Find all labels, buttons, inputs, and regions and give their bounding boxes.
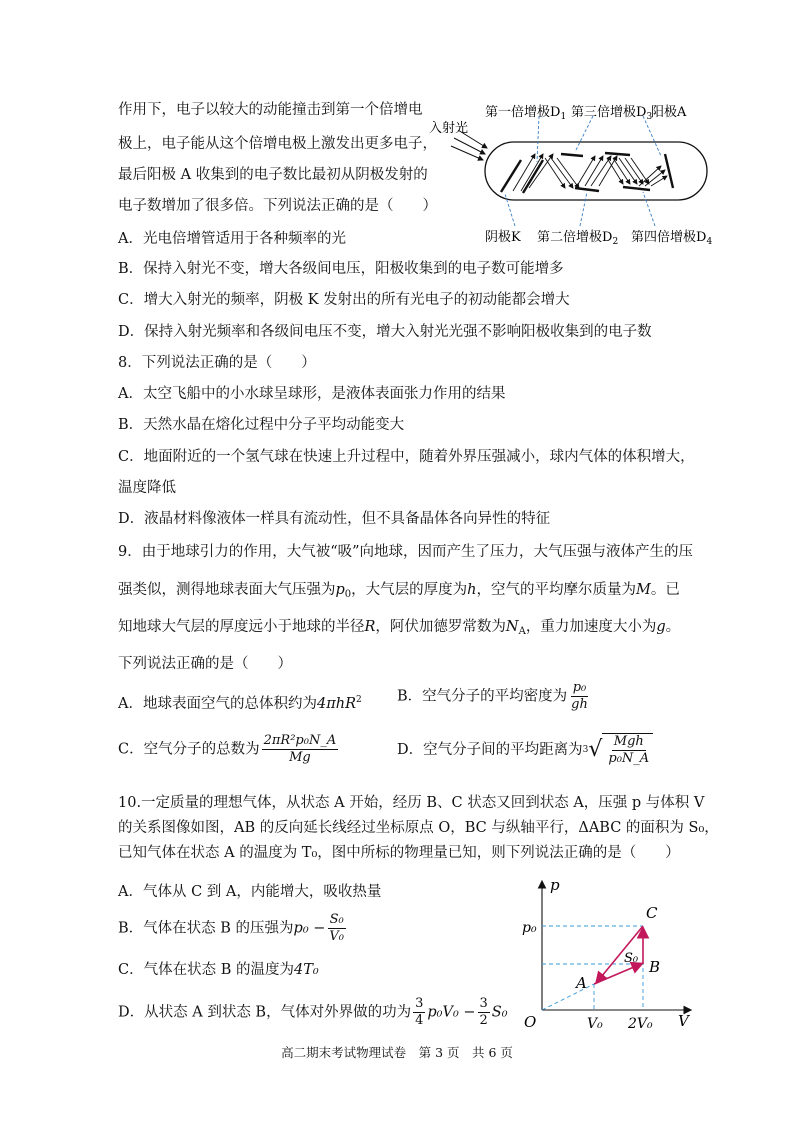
q9-option-d: D．空气分子间的平均距离为 3 √ $\frac{\text{Mgh}}{\text{p₀N\_A}}$: [397, 733, 653, 767]
q8-option-c-cont: 温度降低: [118, 480, 176, 496]
q8-option-b: B．天然水晶在熔化过程中分子平均动能变大: [118, 417, 405, 433]
photomultiplier-figure: [425, 96, 725, 248]
q7-stem-line-3: 最后阳极 A 收集到的电子数比最初从阴极发射的: [118, 167, 428, 183]
q8-option-c: C．地面附近的一个氢气球在快速上升过程中，随着外界压强减小，球内气体的体积增大，: [118, 449, 695, 465]
q10-line-2: 的关系图像如图，AB 的反向延长线经过坐标原点 O，BC 与纵轴平行，ΔABC 的面积为 S₀，: [118, 820, 719, 836]
pv-graph: [510, 872, 700, 1037]
q8-stem: 8．下列说法正确的是（ ）: [118, 355, 316, 371]
q10-option-b: B．气体在状态 B 的压强为p₀ − $\frac{\text{S₀}}{\text{V₀}}$: [118, 912, 344, 944]
q7-stem-line-2: 极上，电子能从这个倍增电极上激发出更多电子，: [118, 136, 437, 152]
q9-option-c: C．空气分子的总数为 $\frac{\text{2πR²p₀N\_A}}{Mg}$: [118, 733, 337, 765]
origin-label: O: [524, 1013, 537, 1031]
q8-option-d: D．液晶材料像液体一样具有流动性，但不具备晶体各向异性的特征: [118, 511, 551, 527]
2v0-tick-label: 2V₀: [628, 1016, 653, 1032]
p0-tick-label: p₀: [522, 920, 537, 936]
label-dynode-2: 第二倍增极$D_2$: [537, 230, 619, 247]
point-b-label: B: [649, 958, 661, 976]
q10-line-1: 10.一定质量的理想气体，从状态 A 开始，经历 B、C 状态又回到状态 A，压强 p 与体积 V: [118, 795, 705, 811]
point-c-label: C: [646, 904, 658, 922]
q9-line-2: 强类似，测得地球表面大气压强为$p_0$，大气层的厚度为h，空气的平均摩尔质量为M。已: [118, 582, 680, 600]
q10-option-d: D．从状态 A 到状态 B，气体对外界做的功为 $\frac{3}{4}$ p₀V₀ − $\frac{3}{2}$ S₀: [118, 996, 508, 1028]
q7-option-a: A．光电倍增管适用于各种频率的光: [118, 231, 346, 247]
q10-option-c: C．气体在状态 B 的温度为4T₀: [118, 962, 319, 978]
v0-tick-label: V₀: [587, 1016, 603, 1032]
label-cathode: 阴极K: [485, 230, 521, 245]
page-footer: 高二期末考试物理试卷 第 3 页 共 6 页: [281, 1045, 513, 1060]
q7-stem-line-4: 电子数增加了很多倍。下列说法正确的是（ ）: [118, 198, 437, 214]
q9-option-b: B．空气分子的平均密度为 $\frac{\text{p₀}}{gh}$: [397, 680, 588, 712]
v-axis-label: V: [678, 1012, 689, 1030]
area-s0-label: S₀: [624, 951, 639, 966]
q9-line-4: 下列说法正确的是（ ）: [118, 656, 292, 672]
label-dynode-1: 第一倍增极$D_1$: [485, 105, 567, 122]
p-axis-label: p: [550, 876, 560, 894]
q7-option-d: D．保持入射光频率和各级间电压不变，增大入射光光强不影响阳极收集到的电子数: [118, 324, 652, 340]
q10-option-a: A．气体从 C 到 A，内能增大，吸收热量: [118, 884, 382, 900]
q7-stem-line-1: 作用下，电子以较大的动能撞击到第一个倍增电: [118, 102, 423, 118]
q9-option-a: A．地球表面空气的总体积约为4πhR$^2$: [118, 695, 362, 712]
q9-line-3: 知地球大气层的厚度远小于地球的半径R，阿伏加德罗常数为$N_A$，重力加速度大小为g。: [118, 619, 681, 637]
q7-option-b: B．保持入射光不变，增大各级间电压，阳极收集到的电子数可能增多: [118, 261, 564, 277]
q10-line-3: 已知气体在状态 A 的温度为 T₀，图中所标的物理量已知，则下列说法正确的是（ ）: [118, 845, 680, 861]
q8-option-a: A．太空飞船中的小水球呈球形，是液体表面张力作用的结果: [118, 386, 506, 402]
point-a-label: A: [576, 974, 587, 992]
label-anode: 阳极A: [651, 105, 687, 120]
label-incident-light: 入射光: [429, 121, 469, 136]
q7-option-c: C．增大入射光的频率，阴极 K 发射出的所有光电子的初动能都会增大: [118, 292, 570, 308]
label-dynode-3: 第三倍增极$D_3$: [571, 105, 653, 122]
label-dynode-4: 第四倍增极$D_4$: [631, 230, 713, 247]
q9-line-1: 9．由于地球引力的作用，大气被“吸”向地球，因而产生了压力，大气压强与液体产生的压: [118, 544, 694, 560]
